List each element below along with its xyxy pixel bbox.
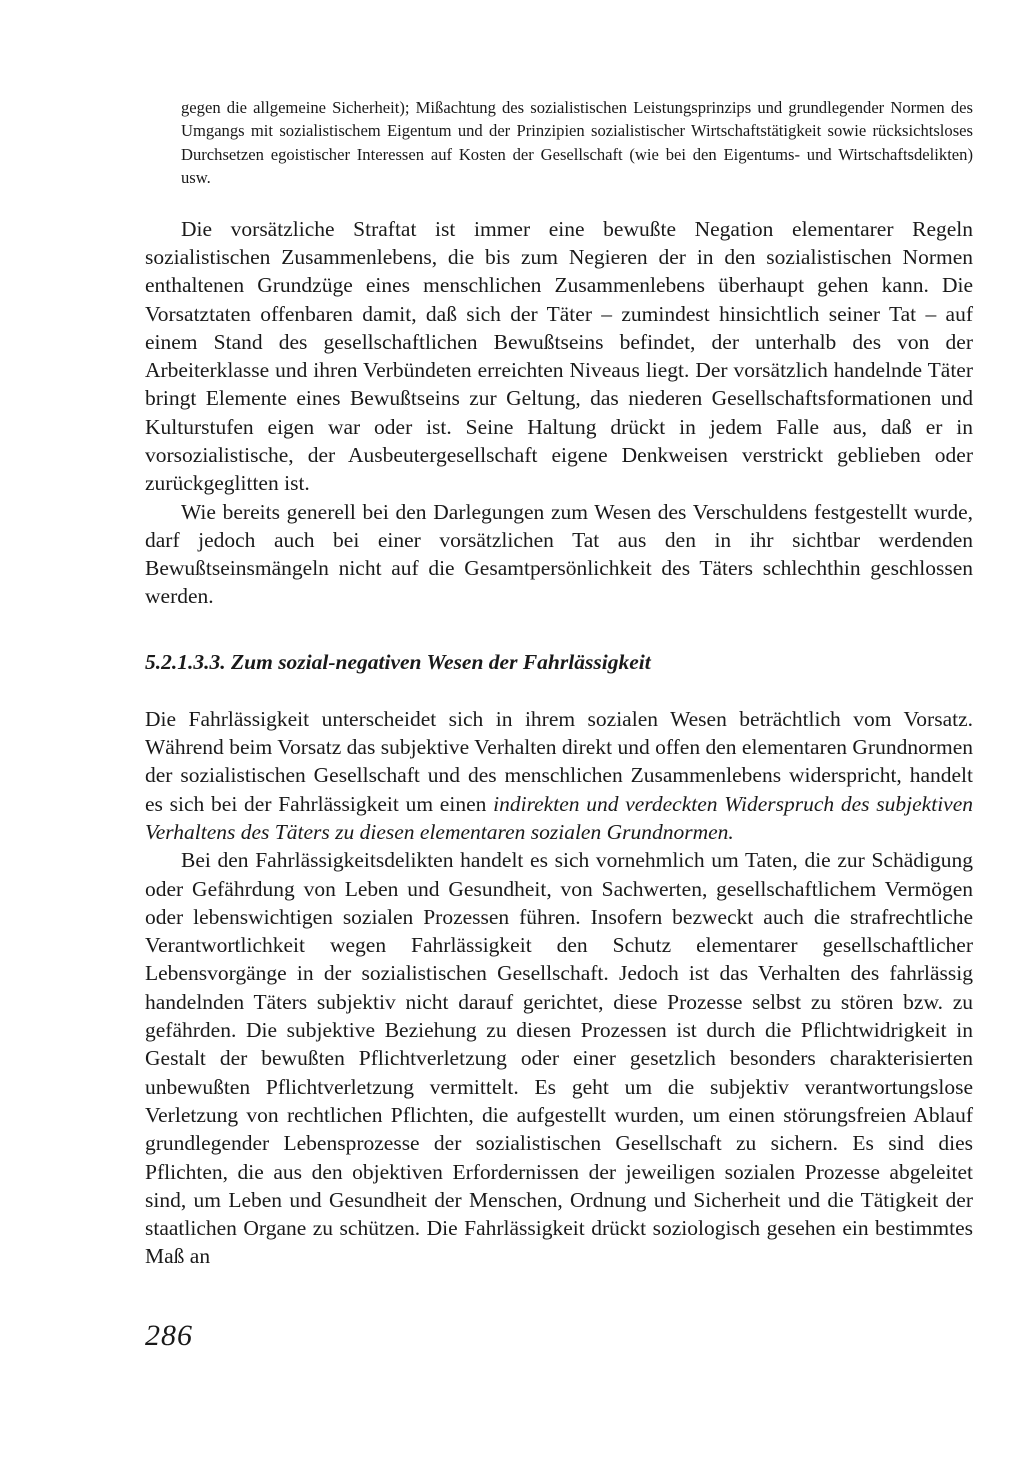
- emphasized-phrase: indirekten und verdeckten Widerspruch des subjektiven Verhaltens des Täters zu diesen elementaren sozialen Grundnormen.: [145, 791, 974, 844]
- page-content: [145, 96, 973, 1271]
- paragraph-intentional-offense: Die vorsätzliche Straftat ist immer eine bewußte Negation elementarer Regeln sozialistischen Zusammenlebens, die bis zum Negieren der in den sozialistischen Normen enthaltenen Grundzüge eines menschlichen Zusammenlebens überhaupt gehen kann. Die Vorsatztaten offenbaren damit, daß sich der Täter – zumindest hinsichtlich seiner Tat – auf einem Stand des gesellschaftlichen Bewußtseins befindet, der unterhalb des von der Arbeiterklasse und ihren Verbündeten erreichten Niveaus liegt. Der vorsätzlich handelnde Täter bringt Elemente eines Bewußtseins zur Geltung, das niederen Gesellschaftsformationen und Kulturstufen eigen war oder ist. Seine Haltung drückt in jedem Falle aus, daß er in vorsozialistische, der Ausbeutergesellschaft eigene Denkweisen verstrickt geblieben oder zurückgeglitten ist.: [145, 216, 973, 496]
- footnote-continuation: gegen die allgemeine Sicherheit); Mißachtung des sozialistischen Leistungsprinzips und grundlegender Normen des Umgangs mit sozialistischem Eigentum und der Prinzipien sozialistischer Wirtschaftstätigkeit sowie rücksichtsloses Durchsetzen egoistischer Interessen auf Kosten der Gesellschaft (wie bei den Eigentums- und Wirtschaftsdelikten) usw.: [181, 98, 973, 188]
- page-number: 286: [145, 1319, 193, 1352]
- paragraph-negligence-text: Die Fahrlässigkeit unterscheidet sich in ihrem sozialen Wesen beträchtlich vom Vorsatz. Während beim Vorsatz das subjektive Verhalten direkt und offen den elementaren Grundnormen der sozialistischen Gesellschaft und des menschlichen Zusammenlebens widerspricht, handelt es sich bei der Fahrlässigkeit um einen: [145, 706, 973, 816]
- paragraph-negligence-nature: [145, 705, 973, 846]
- section-heading: 5.2.1.3.3. Zum sozial-negativen Wesen der Fahrlässigkeit: [145, 649, 651, 674]
- paragraph-overall-personality: Wie bereits generell bei den Darlegungen zum Wesen des Verschuldens festgestellt wurde, darf jedoch auch bei einer vorsätzlichen Tat aus den in ihr sichtbar werdenden Bewußtseinsmängeln nicht auf die Gesamtpersönlichkeit des Täters schlechthin geschlossen werden.: [145, 499, 973, 609]
- paragraph-negligence-offenses: Bei den Fahrlässigkeitsdelikten handelt es sich vornehmlich um Taten, die zur Schädigung oder Gefährdung von Leben und Gesundheit, von Sachwerten, gesellschaftlichem Vermögen oder lebenswichtigen sozialen Prozessen führen. Insofern bezweckt auch die strafrechtliche Verantwortlichkeit wegen Fahrlässigkeit den Schutz elementarer gesellschaftlicher Lebensvorgänge in der sozialistischen Gesellschaft. Jedoch ist das Verhalten des fahrlässig handelnden Täters subjektiv nicht darauf gerichtet, diese Prozesse selbst zu stören bzw. zu gefährden. Die subjektive Beziehung zu diesen Prozessen ist durch die Pflichtwidrigkeit in Gestalt der bewußten Pflichtverletzung oder einer gesetzlich besonders charakterisierten unbewußten Pflichtverletzung vermittelt. Es geht um die subjektiv verantwortungslose Verletzung von rechtlichen Pflichten, die aufgestellt wurden, um einen störungsfreien Ablauf grundlegender Lebensprozesse der sozialistischen Gesellschaft zu sichern. Es sind dies Pflichten, die aus den objektiven Erfordernissen der jeweiligen sozialen Prozesse abgeleitet sind, um Leben und Gesundheit der Menschen, Ordnung und Sicherheit und die Tätigkeit der staatlichen Organe zu schützen. Die Fahrlässigkeit drückt soziologisch gesehen ein bestimmtes Maß an: [145, 848, 973, 1269]
